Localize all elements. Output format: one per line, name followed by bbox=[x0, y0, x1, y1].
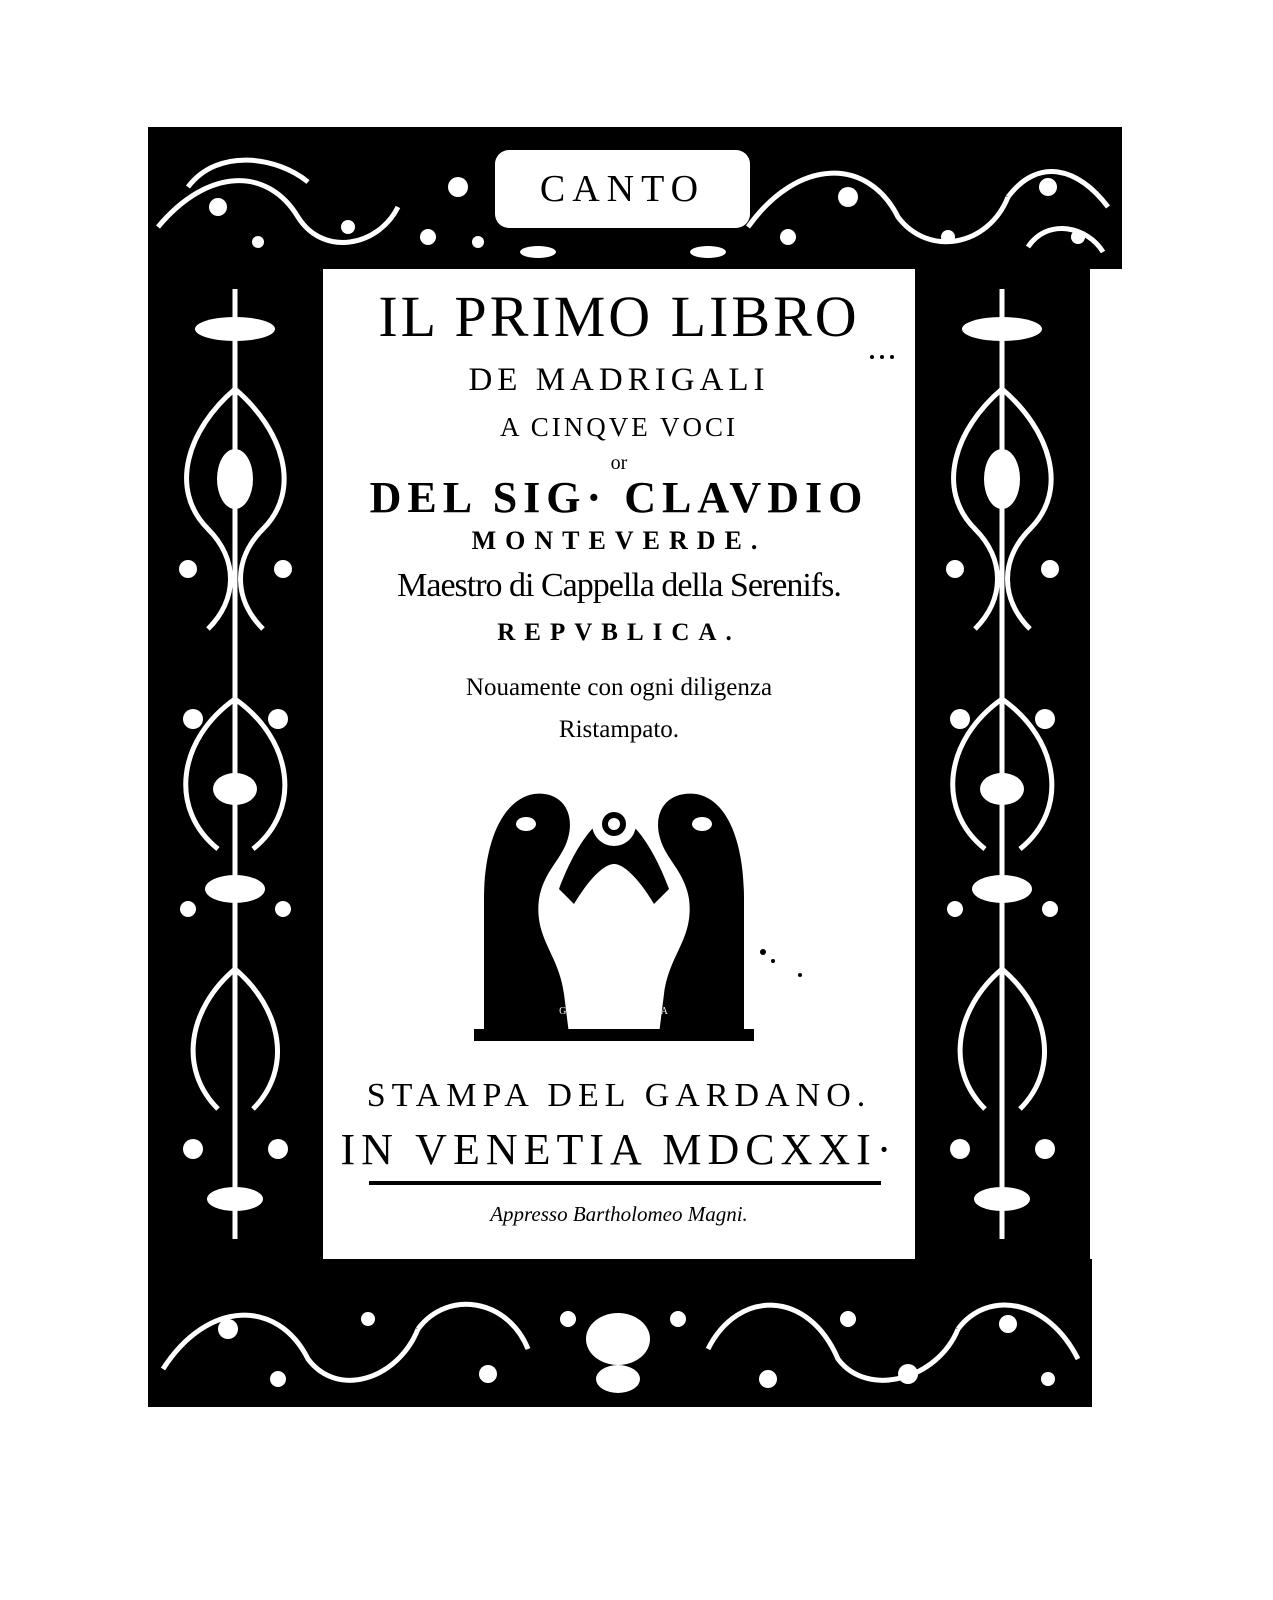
part-label-cartouche bbox=[495, 150, 750, 228]
ornamental-border-left bbox=[148, 269, 323, 1259]
device-motto: GRATIA ET NATURA bbox=[559, 1006, 669, 1017]
part-label: CANTO bbox=[539, 168, 706, 210]
printer-line: STAMPA DEL GARDANO. bbox=[366, 1077, 872, 1114]
title-ornament: or bbox=[610, 452, 628, 474]
republic-line: REPVBLICA. bbox=[497, 619, 741, 646]
composer-office: Maestro di Cappella della Serenifs. bbox=[397, 567, 841, 604]
title-line-2: DE MADRIGALI bbox=[468, 362, 770, 398]
ornamental-border-right bbox=[915, 269, 1090, 1259]
composer-line: DEL SIG· CLAVDIO bbox=[369, 473, 869, 522]
composer-surname: MONTEVERDE. bbox=[471, 526, 767, 555]
publisher-line: Appresso Bartholomeo Magni. bbox=[490, 1202, 748, 1226]
printers-device bbox=[464, 779, 764, 1044]
edition-note-line-2: Ristampato. bbox=[558, 716, 680, 743]
place-year-line: IN VENETIA MDCXXI· bbox=[340, 1125, 898, 1174]
title-line-3: A CINQVE VOCI bbox=[499, 412, 738, 442]
edition-note-line-1: Nouamente con ogni diligenza bbox=[465, 674, 773, 701]
horizontal-rule bbox=[369, 1181, 881, 1185]
ornamental-border-bottom bbox=[148, 1259, 1092, 1407]
title-panel bbox=[323, 269, 915, 1259]
title-line-1: IL PRIMO LIBRO bbox=[378, 284, 860, 349]
